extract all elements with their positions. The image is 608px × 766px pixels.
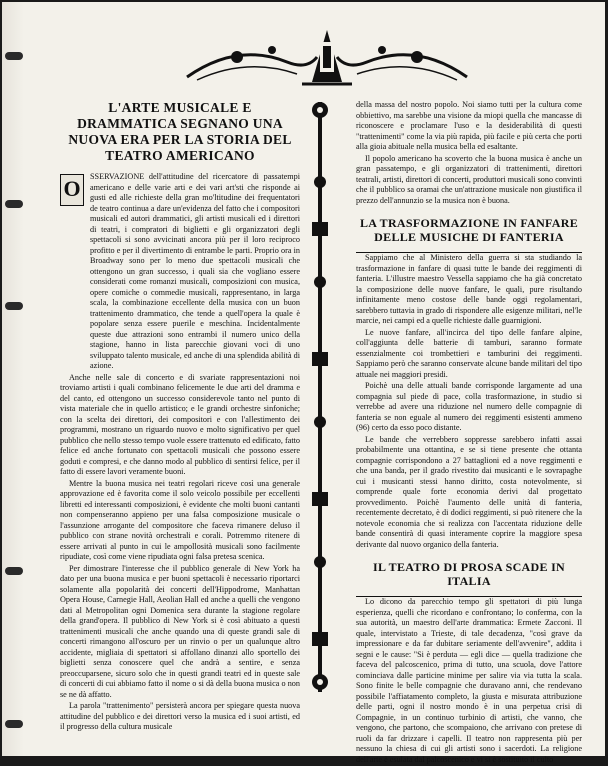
binder-hole xyxy=(5,52,23,60)
paragraph: Le nuove fanfare, all'incirca del tipo delle fanfare alpine, coll'aggiunta delle batterie di tamburi, saranno formate essenzialmente coi trombettieri e tamburini dei reggimenti. Sappiamo però che saranno conservate alcune bande militari del tipo attuale nei maggiori presidi. xyxy=(356,327,582,379)
binder-hole xyxy=(5,200,23,208)
paragraph: SSERVAZIONE dell'attitudine del ricercatore di passatempi americano e delle varie arti e dei vari art'sti che risponde ai gusti ed alle richieste della gran mo'ltitudine dei frequentatori de teatro continua a dare un'evidenza del fatto che i compositori musicali ed autori drammatici, gli artisti musicali ed i direttori di teatri, i compratori di biglietti e gli organizzatori degli spettacoli si sono avvicinati ancora più per il loro reciproco profitto e per il divertimento di entrambe le parti. Proprio ora in Broadway sono per lo meno due spettacoli musicali che ottengono un gran successo, i quali sia che vogliano essere considerati come romanzi musicali, composizioni con musica, opere comiche o commedie musicali, rappresentano, in larga scala, la combinazione eccellente della musica con un buon trattenimento drammatico, che tende a quell'opera la quale è popolare senza essere puerile e meschina. Incidentalmente queste due attrazioni sono entrambi il numero unico della stagione, hanno in lista parecchie giovani voci di uno sviluppato talento musicale, ed anche di una splendida abilità di azione. xyxy=(90,172,300,370)
article-title: LA TRASFORMAZIONE IN FANFARE DELLE MUSICHE DI FANTERIA xyxy=(359,216,579,244)
paragraph: Lo dicono da parecchio tempo gli spettatori di più lunga esperienza, quelli che ricordano e confrontano; lo conferma, con la sua autorità, un maestro dell'arte drammatica: Ermete Zacconi. Il quale, intervistato a Trieste, di tale decadenza, "così grave da impressionare e da far dubitare seriamente dell'avvenire", addita i segni e le cause: "Si è perduta — egli dice — quella tradizione che faceva del palcoscenico, prima di tutto, una scuola, dove l'attore cominciava dalle particine minime per salire via via tutta la scala. Sono finite le belle compagnie che duravano anni, che rendevano possibile l'affiatamento completo, la giusta e misurata attribuzione delle parti, ogni il nostro mondo è in una perpetua crisi di Compagnie, in un continuo turbinio di artisti, che vanno, che vengono, che partono, che scompaiono, che arrivano con pretese di ruoli da far drizzare i capelli. Il teatro non rappresenta più per nessuno la chiesa di cui gli artisti sono i sacerdoti. La religione dell'arte è esulata dal palcoscenico e vi si è sostituito il culto xyxy=(356,597,582,764)
lead-paragraph xyxy=(60,172,300,373)
binder-hole xyxy=(5,720,23,728)
paragraph: Per dimostrare l'interesse che il pubblico generale di New York ha dato per una buona musica e per buoni spettacoli è necessario riportarci solamente alla popolarità dei concerti dell'Hippodrome, Manhattan Opera House, Carnegie Hall, Aeolian Hall ed anche a quelli che vengono dati al Metropolitan ogni Domenica sera durante la stagione regolare della grand'opera. Il pubblico di New York si è così abituato a questi trattenimenti musicali che anche quando una di queste grandi sale di concerti rimangono all'oscuro per un rinvio o per un qualunque altro accidente, migliaia di spettatori si affollano dinanzi allo sportello dei biglietti senza conoscere quel che andrà a sentire, e senza preoccuparsene, sicuro solo che in questi grandi teatri ed in queste sale di concerti di cui abbiamo fatto il nome o si dà della buona musica o non se ne dà affatto. xyxy=(60,563,300,699)
right-column xyxy=(356,100,582,766)
magazine-page xyxy=(2,2,605,764)
article-title: IL TEATRO DI PROSA SCADE IN ITALIA xyxy=(372,560,566,588)
paragraph: Sappiamo che al Ministero della guerra si sta studiando la trasformazione in fanfare di quasi tutte le bande dei reggimenti di fanteria. L'illustre maestro Vessella sappiamo che ha già concretato la composizione delle nuove fanfare, le quali, pure risultando infinitamente meno costose delle bande oggi regolamentari, sarebbero tuttavia in grado di rispondere alle esigenze militari, nel'le marcie, nei campi ed a quelle richieste dalle guarnigioni. xyxy=(356,253,582,325)
binder-hole xyxy=(5,567,23,575)
paragraph: della massa del nostro popolo. Noi siamo tutti per la cultura come obbiettivo, ma sarebbe una visione da miopi quella che mancasse di riconoscere e proclamare l'uso e la desiderabilità di questi "trattenimenti" come la via più rapida, più facile e più certa che porti alla gioia abituale nella musica bella ed esaltante. xyxy=(356,100,582,151)
binder-hole xyxy=(5,302,23,310)
paragraph: Anche nelle sale di concerto e di svariate rappresentazioni noi troviamo artisti i quali combinano felicemente le due arti del dramma e del canto, ed ottengono un successo considerevole tanto nel punto di vista materiale che in quello artistico; e le grandi orchestre sinfoniche; con la scelta dei direttori, dei compositori e con l'allestimento dei programmi, mostrano un riguardo nuovo e molto significativo per quel pubblico che nello stesso tempo vuole essere trattenuto ed edificato, fatto felice ed anche fortunato con spettacoli musicali che possono essere goduti e compresi, e che danno modo al pubblico di sentirsi felice, per il fatto di essere lavori veramente buoni. xyxy=(60,372,300,476)
left-column xyxy=(60,100,300,734)
paragraph: Mentre la buona musica nei teatri regolari riceve così una generale approvazione ed è favorita come il solo veicolo possibile per eccellenti libretti ed interessanti composizioni, è evidente che molti buoni cantanti non compenseranno appieno per una falsa composizione musicale o l'assunzione arrogante del compositore che faceva rimanere deluso il pubblico con strane novità orchestrali e corali. Potremmo ritenere di essere arrivati al punto in cui le ampollosità musicali sono facilmente ripudiate, così come viene ripudiata ogni falsa pretesa scenica. xyxy=(60,478,300,561)
decorative-column-divider xyxy=(309,102,331,692)
paragraph: Poichè una delle attuali bande corrisponde largamente ad una compagnia sul piede di pace, colla trasformazione, in studio si verrebbe ad avere una riduzione nel numero delle compagnie di fanteria se non eguale al numero dei reggimenti esistenti ammeno (96) certo da esso poco distante. xyxy=(356,381,582,432)
decorative-header-ornament xyxy=(177,22,477,92)
paragraph: Il popolo americano ha scoverto che la buona musica è anche un gran passatempo, e gli organizzatori di trattenimenti, direttori teatrali, artisti, direttori di concerti, produttori musicali sono convinti che il pubblico sa oramai che un'attrazione musicale non giustifica il prezzo dell'annunzio se la musica non è buona. xyxy=(356,153,582,205)
article-title: L'ARTE MUSICALE E DRAMMATICA SEGNANO UNA NUOVA ERA PER LA STORIA DEL TEATRO AMERICANO xyxy=(68,100,292,163)
drop-cap: O xyxy=(60,174,84,206)
paragraph: La parola "trattenimento" persisterà ancora per spiegare questa nuova attitudine del pubblico e dei direttori verso la musica ed i suoi artisti, ed il progresso della cultura musicale xyxy=(60,701,300,731)
paragraph: Le bande che verrebbero soppresse sarebbero infatti assai probabilmente una ottantina, e se si tiene presente che ottanta compagnie corrispondono a 27 battaglioni ed a nove reggimenti e che una banda, per il grado rivestito dai musicanti e le sovrapaghe cui i musicanti stessi hanno diritto, costa notevolmente, si comprende quale forte economia derivi dal progettato provvedimento. Poichè l'aumento delle unità di fanteria, recentemente decretato, è di dodici reggimenti, si può ritenere che la notevole economia che si realizza con l'accentata riduzione delle bande consentirà di quasi interamente coprire la maggiore spesa derivante dal nuovo organico della fanteria. xyxy=(356,434,582,549)
binder-edge xyxy=(2,2,24,756)
